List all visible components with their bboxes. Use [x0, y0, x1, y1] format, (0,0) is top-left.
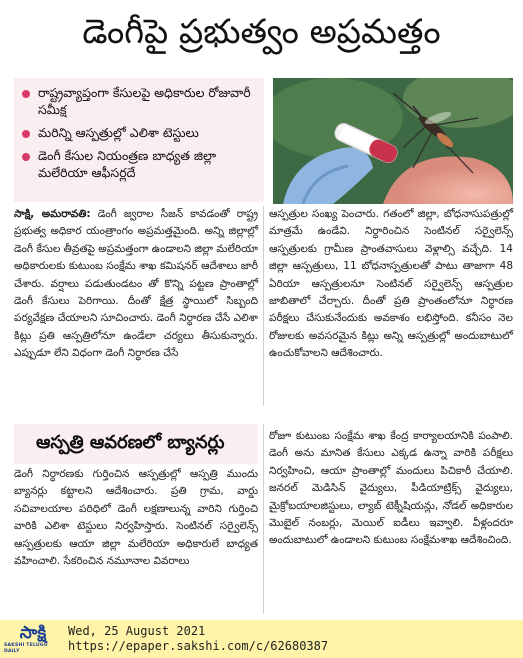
highlight-item [22, 84, 258, 118]
publication-date: Wed, 25 August 2021 [68, 624, 206, 638]
highlight-item [22, 124, 258, 141]
mosquito-photo [273, 78, 513, 204]
mosquito-photo-icon [273, 78, 513, 204]
article-column-left [14, 206, 258, 363]
column-divider [263, 424, 264, 614]
highlight-text: రాష్ట్రవ్యాప్తంగా కేసులపై అధికారుల రోజువారీ సమీక్ష [38, 85, 251, 117]
dateline: సాక్షి, అమరావతి: [14, 208, 91, 220]
bullet-icon [22, 130, 30, 138]
subheading-box [14, 424, 258, 464]
article-paragraph: ఆస్పత్రుల సంఖ్య పెంచారు. గతంలో జిల్లా, బోధనాసుపత్రుల్లో మాత్రమే ఉండేవి. నిర్ధారించిన సెంటినల్ సర్వైలెన్స్ ఆస్పత్రులకు గ్రామీణ ప్రాంతవాసులు వెళ్లాల్సి వచ్చేది. [269, 208, 513, 255]
highlights-box [14, 78, 264, 202]
article-headline: డెంగీపై ప్రభుత్వం అప్రమత్తం [82, 12, 441, 52]
footer-info [68, 624, 328, 654]
footer-bar [0, 620, 523, 658]
sakshi-logo [0, 620, 62, 658]
highlight-item [22, 147, 258, 181]
article-column-right [269, 206, 513, 363]
logo-text: సాక్షి [19, 623, 47, 643]
article-column-left-lower [14, 466, 258, 570]
article-paragraph: రోజూ కుటుంబ సంక్షేమ శాఖ కేంద్ర కార్యాలయానికి పంపాలి. డెంగీ అను మానిత కేసులు ఎక్కడ ఉన్నా వారికి పరీక్షలు నిర్వహించి, ఆయా ప్రాంతాల్లో మందులు పిచికారీ చేయాలి. జనరల్ మెడిసిన్ వైద్యులు, పీడియాట్రిక్స్ వైద్యులు, మైక్రోబయాలజిస్టులు, ల్యాబ్ టెక్నీషియన్లు, నోడల్ అధికారుల మొబైల్ నంబర్లు, మెయిల్ ఐడీలు ఇవ్వాలి. వీళ్లందరూ అందుబాటులో ఉండాలని కుటుంబ సంక్షేమశాఖ ఆదేశించింది. [269, 430, 513, 547]
subheading: ఆస్పత్రి ఆవరణలో బ్యానర్లు [36, 431, 225, 453]
column-divider [263, 206, 264, 406]
article-paragraph: డెంగీ నిర్ధారణకు గుర్తించిన ఆస్పత్రుల్లో ఆస్పత్రి ముందు బ్యానర్లు కట్టాలని ఆదేశించారు. ప్రతి గ్రామ, వార్డు సచివాలయాల పరిధిలో డెంగీ లక్షణాలున్న వారిని గుర్తించి వారికి ఎలిశా టెస్టులు నిర్వహిస్తారు. సెంటినల్ సర్వైలెన్స్ ఆస్పత్రులకు ఆయా జిల్లా మలేరియా అధికారులే బాధ్యత వహించాలి. సేకరించిన నమూనాల వివరాలు [14, 468, 258, 568]
article-column-right-lower [269, 428, 513, 550]
highlight-text: డెంగీ కేసుల నియంత్రణ బాధ్యత జిల్లా మలేరియా ఆఫీసర్లదే [38, 148, 217, 180]
epaper-url[interactable]: https://epaper.sakshi.com/c/62680387 [68, 639, 329, 653]
highlight-text: మరిన్ని ఆస్పత్రుల్లో ఎలిశా టెస్టులు [38, 125, 199, 140]
bullet-icon [22, 153, 30, 161]
bullet-icon [22, 90, 30, 98]
logo-subtext: SAKSHI TELUGU DAILY [4, 643, 48, 654]
article-paragraph: డెంగీ జ్వరాల సీజన్ కావడంతో రాష్ట్ర ప్రభుత్వ అధికార యంత్రాంగం అప్రమత్తమైంది. అన్ని జిల్లాల్లో డెంగీ కేసుల తీవ్రతపై అప్రమత్తంగా ఉండాలని జిల్లా మలేరియా అధికారులకు కుటుంబ సంక్షేమ శాఖ కమిషనర్ ఆదేశాలు జారీ చేశారు. వర్షాలు పడుతుండటం తో కొన్ని పట్టణ ప్రాంతాల్లో డెంగీ కేసులు పెరిగాయి. దీంతో క్షేత్ర స్థాయిలో సిబ్బంది పర్యవేక్షణ చేయాలని సూచించారు. డెంగీ నిర్ధారణ చేసే ఎలిశా కిట్లు ప్రతి ఆస్పత్రిలోనూ ఉండేలా చర్యలు తీసుకున్నారు. ఎప్పుడూ లేని విధంగా డెంగీ నిర్ధారణ చేసే [14, 208, 259, 360]
article-paragraph: 14 జిల్లా ఆస్పత్రులు, 11 బోధనాస్పత్రులతో పాటు తాజాగా 48 ఏరియా ఆస్పత్రులనూ సెంటినల్ సర్వైలెన్స్ ఆస్పత్రుల జాబితాలో చేర్చారు. దీంతో ప్రతి ప్రాంతంలోనూ నిర్ధారణ పరీక్షలు చేసుకునేందుకు అవకాశం లభిస్తోంది. కనీసం నెల రోజులకు అవసరమైన కిట్లు అన్ని ఆస్పత్రుల్లో అందుబాటులో ఉంచుకోవాలని ఆదేశించారు. [269, 242, 513, 360]
